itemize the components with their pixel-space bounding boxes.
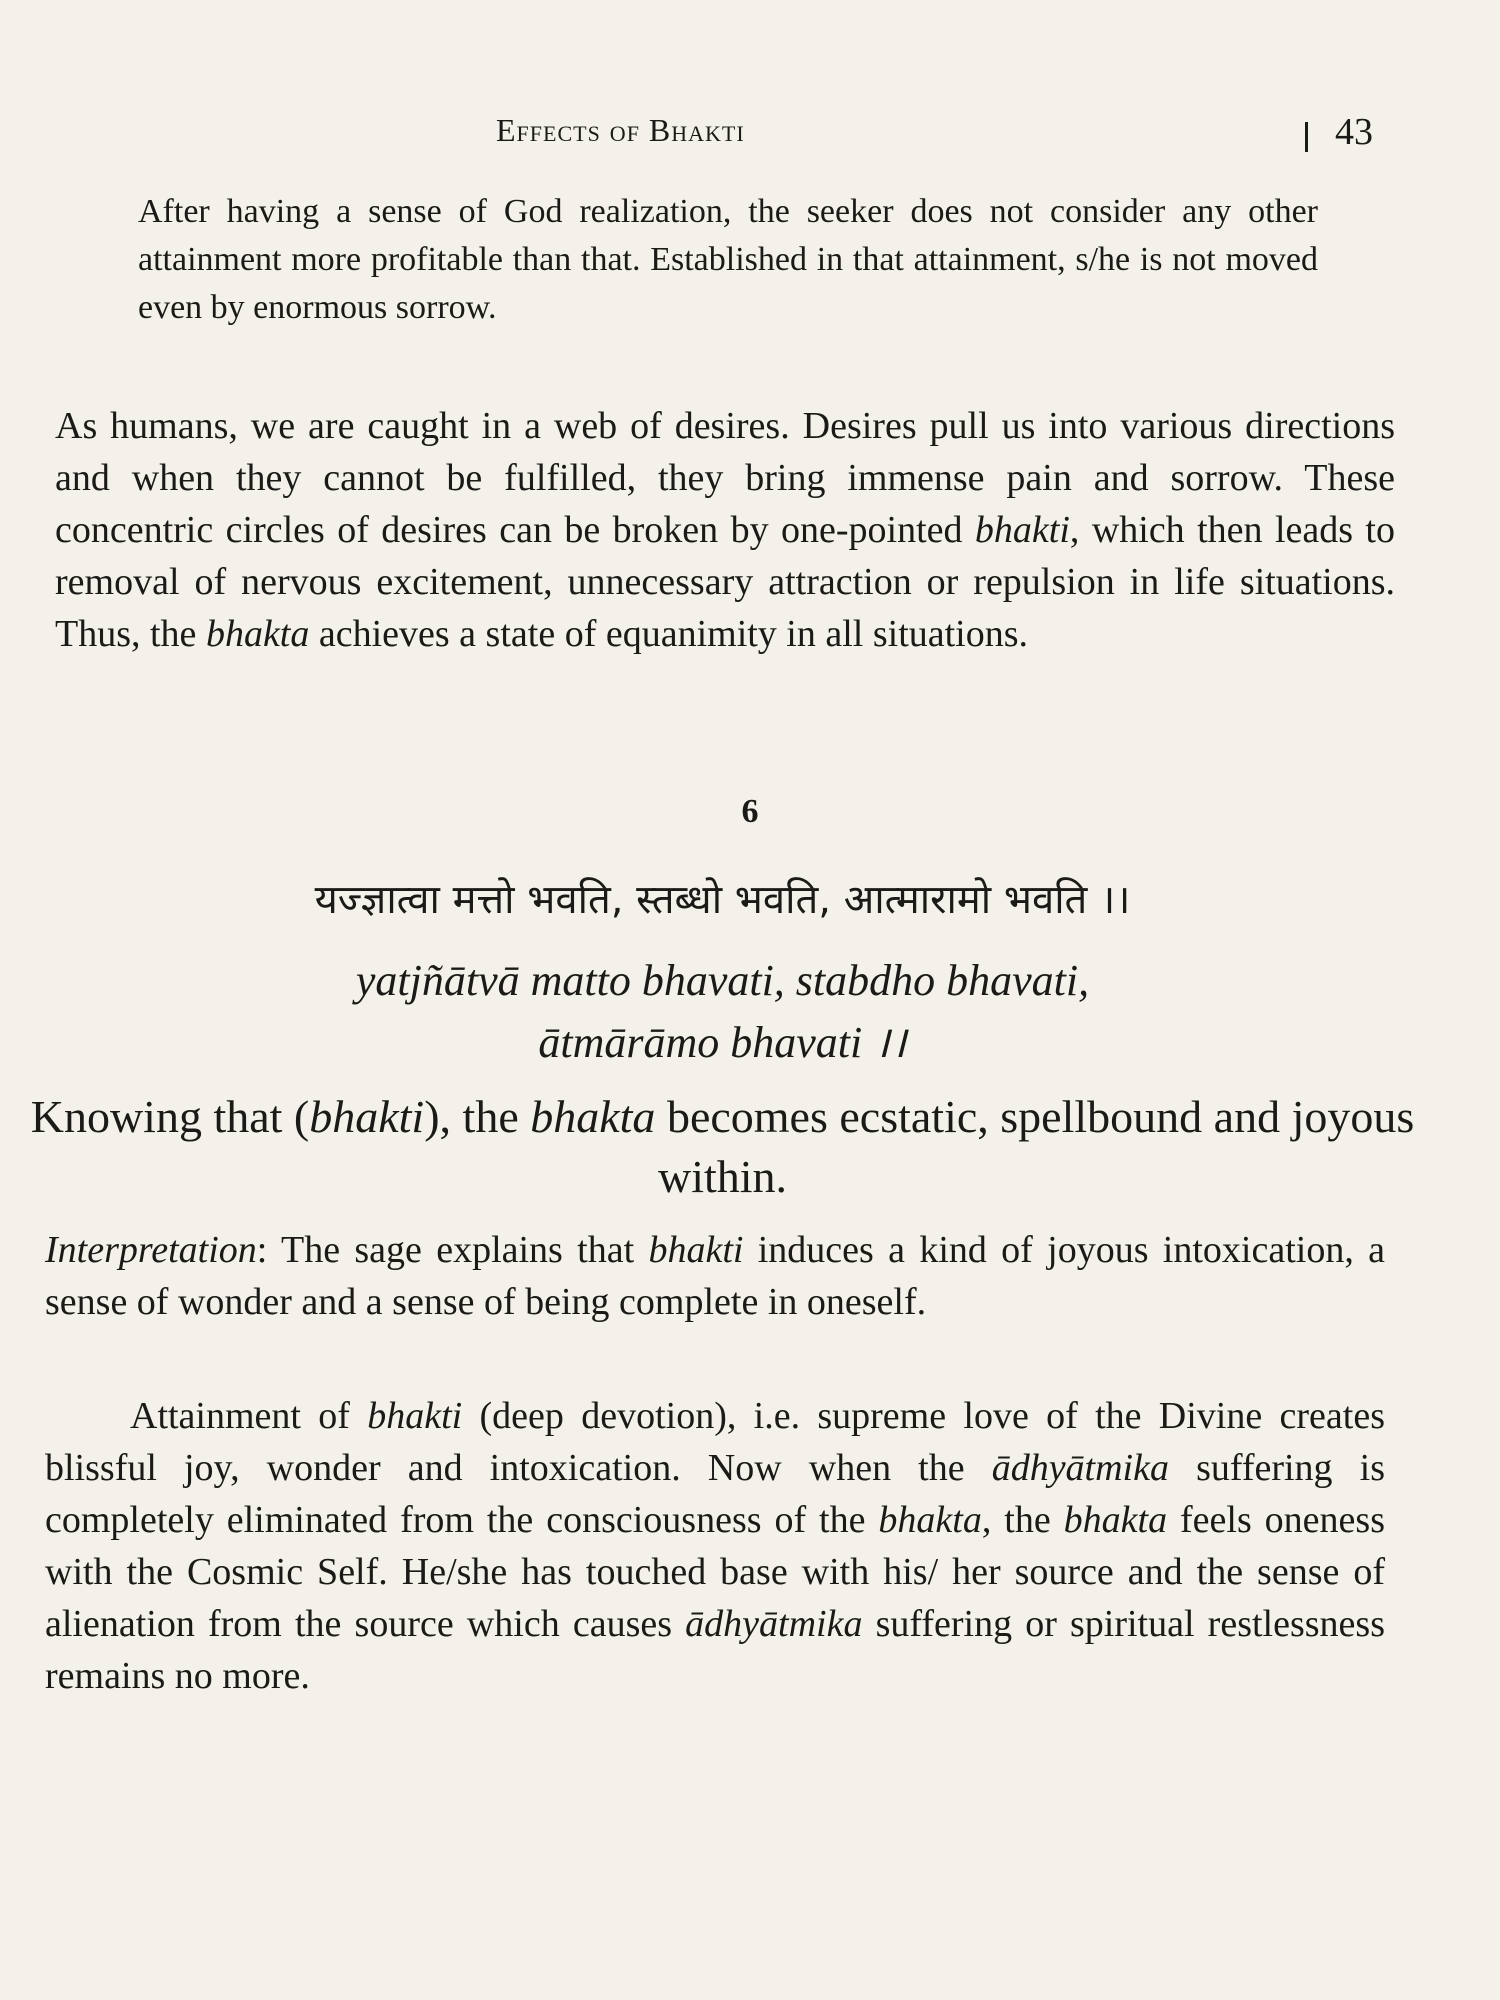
text-run: Attainment of	[130, 1395, 368, 1437]
italic-term: bhakta	[1063, 1499, 1168, 1541]
text-run: feels oneness with the Cosmic Self. He/she has touched base with his/ her source and the sense of alienation from the source which causes	[45, 1499, 1385, 1645]
text-run: As humans, we are caught in a web of desires. Desires pull us into various directions and when they cannot be fulfilled, they bring immense pain and sorrow. These concentric circles of desires can be broken by one-pointed	[55, 405, 1395, 551]
italic-term: bhakti	[648, 1229, 744, 1271]
translit-line-2: ātmārāmo bhavati ।।	[538, 1018, 907, 1067]
text-run: (deep devotion), i.e. supreme love of the Divine creates blissful joy, wonder and intoxication. Now when the	[45, 1395, 1385, 1489]
italic-term: bhakti	[367, 1395, 463, 1437]
italic-term: bhakti	[309, 1091, 425, 1142]
interpretation-paragraph	[45, 1224, 1385, 1328]
page-number: 43	[1335, 111, 1373, 153]
sutra-number: 6	[741, 793, 759, 830]
italic-term: bhakti	[974, 509, 1070, 551]
sutra-transliteration	[0, 950, 1445, 1074]
text-run: suffering is completely eliminated from the consciousness of the	[45, 1447, 1385, 1541]
text-run: : The sage explains that	[256, 1229, 649, 1271]
sutra-translation	[0, 1087, 1445, 1207]
italic-term: bhakta	[530, 1091, 656, 1142]
interpretation-label: Interpretation	[45, 1229, 257, 1271]
italic-term: ādhyātmika	[685, 1603, 863, 1645]
italic-term: bhakta	[878, 1499, 982, 1541]
text-run: induces a kind of joyous intoxication, a sense of wonder and a sense of being complete in oneself.	[45, 1229, 1386, 1323]
text-run: ), the	[424, 1091, 531, 1142]
sutra-devanagari: यज्ज्ञात्वा मत्तो भवति, स्तब्धो भवति, आत्मारामो भवति ।।	[314, 877, 1131, 923]
text-run: becomes ecstatic, spellbound and joyous within.	[655, 1091, 1415, 1202]
running-head: Effects of Bhakti	[496, 112, 745, 148]
text-run: suffering or spiritual restlessness remains no more.	[45, 1603, 1385, 1697]
paragraph-desires	[55, 400, 1395, 660]
text-run: achieves a state of equanimity in all situations.	[309, 613, 1029, 655]
block-quote	[138, 188, 1318, 332]
quote-text: After having a sense of God realization, the seeker does not consider any other attainment more profitable than that. Established in that attainment, s/he is not moved even by enormous sorrow.	[138, 193, 1318, 326]
paragraph-attainment	[45, 1390, 1385, 1702]
text-run: Knowing that (	[30, 1091, 310, 1142]
text-run: , the	[981, 1499, 1064, 1541]
italic-term: bhakta	[205, 613, 310, 655]
text-run: , which then leads to removal of nervous excitement, unnecessary attraction or repulsion in life situations. Thus, the	[55, 509, 1395, 655]
italic-term: ādhyātmika	[991, 1447, 1169, 1489]
translit-line-1: yatjñātvā matto bhavati, stabdho bhavati,	[355, 956, 1090, 1005]
page-header	[0, 112, 1500, 162]
header-divider	[1305, 122, 1308, 152]
